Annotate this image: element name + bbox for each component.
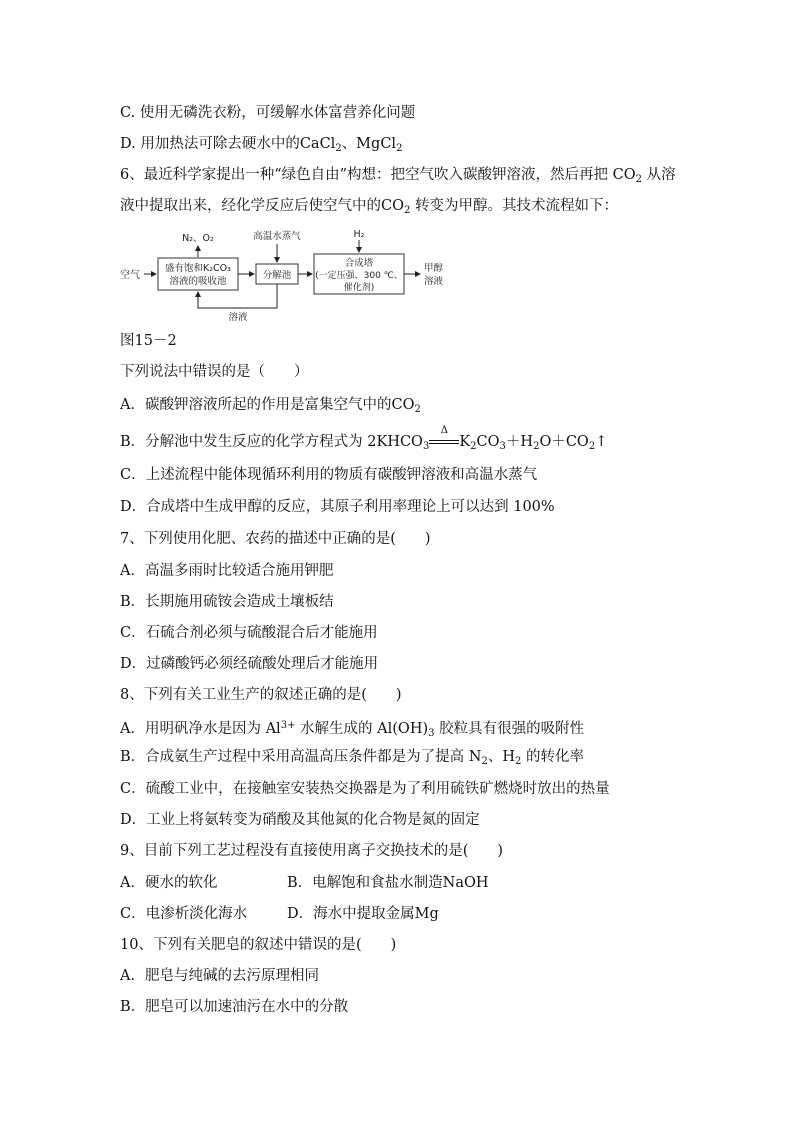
q9-option-d: D．海水中提取金属Mg (287, 906, 439, 922)
q6-option-a: A．碳酸钾溶液所起的作用是富集空气中的$CO_2$ (120, 397, 421, 415)
q6-option-c: C．上述流程中能体现循环利用的物质有碳酸钾溶液和高温水蒸气 (120, 467, 538, 483)
gas-arrow: ↑ (595, 434, 608, 450)
product-label-1: 甲醇 (424, 263, 444, 274)
q6-stem-line1: 6、最近科学家提出一种“绿色自由”构想：把空气吹入碳酸钾溶液，然后再把 $CO_2$ 从溶 (120, 167, 676, 185)
n2o2-label: N₂、O₂ (182, 233, 214, 244)
q9-option-a: A．硬水的软化 (120, 875, 218, 891)
equals-heat-sign: Δ (429, 433, 459, 451)
q9-option-b: B．电解饱和食盐水制造NaOH (287, 875, 489, 891)
absorber-label-1: 盛有饱和K₂CO₃ (165, 263, 231, 274)
q7-question: 7、下列使用化肥、农药的描述中正确的是( ) (120, 531, 431, 547)
q8-option-c: C．硫酸工业中，在接触室安装热交换器是为了利用硫铁矿燃烧时放出的热量 (120, 781, 610, 797)
steam-label: 高温水蒸气 (253, 231, 301, 242)
h2-label: H₂ (353, 229, 365, 240)
q7-option-b: B．长期施用硫铵会造成土壤板结 (120, 594, 334, 610)
figure-caption: 图15－2 (120, 333, 177, 349)
q8-question: 8、下列有关工业生产的叙述正确的是( ) (120, 687, 402, 703)
q6-option-d: D．合成塔中生成甲醇的反应，其原子利用率理论上可以达到 100% (120, 499, 555, 515)
q10-option-a: A．肥皂与纯碱的去污原理相同 (120, 968, 319, 984)
q8-option-a: A．用明矾净水是因为 $Al^{3+}$ 水解生成的 $Al(OH)_3$ 胶粒具有很强的吸附性 (120, 720, 585, 739)
product-label-2: 溶液 (424, 276, 444, 287)
q6-option-b: B．分解池中发生反应的化学方程式为 $2KHCO_3$ Δ $K_2CO_3+H_2O+CO_2↑$ (120, 425, 608, 452)
q8-option-b: B．合成氨生产过程中采用高温高压条件都是为了提高 $N_2$、$H_2$ 的转化率 (120, 749, 584, 767)
tower-label-3: 催化剂) (343, 283, 375, 293)
q6-question: 下列说法中错误的是（ ） (120, 364, 309, 380)
q9-question: 9、目前下列工艺过程没有直接使用离子交换技术的是( ) (120, 843, 504, 859)
decomposer-label: 分解池 (262, 270, 292, 281)
q7-option-d: D．过磷酸钙必须经硫酸处理后才能施用 (120, 656, 379, 672)
q7-option-a: A．高温多雨时比较适合施用钾肥 (120, 563, 334, 579)
option-d-prev: D. 用加热法可除去硬水中的CaCl$_2$、MgCl$_2$ (120, 136, 403, 154)
tower-label-1: 合成塔 (344, 258, 374, 269)
process-flow-diagram (118, 224, 458, 324)
q8-option-d: D．工业上将氨转变为硝酸及其他氮的化合物是氮的固定 (120, 812, 480, 828)
q9-option-c: C．电渗析淡化海水 (120, 906, 248, 922)
absorber-label-2: 溶液的吸收池 (169, 276, 227, 287)
tower-label-2: (一定压强、300 ℃、 (315, 271, 403, 281)
q10-option-b: B．肥皂可以加速油污在水中的分散 (120, 999, 349, 1015)
option-c-prev: C. 使用无磷洗衣粉，可缓解水体富营养化问题 (120, 105, 416, 121)
q10-question: 10、下列有关肥皂的叙述中错误的是( ) (120, 937, 397, 953)
recycle-label: 溶液 (228, 312, 248, 323)
air-label: 空气 (120, 270, 140, 281)
q6-stem-line2: 液中提取出来，经化学反应后使空气中的$CO_2$ 转变为甲醇。其技术流程如下： (120, 198, 618, 216)
q7-option-c: C．石硫合剂必须与硫酸混合后才能施用 (120, 625, 378, 641)
